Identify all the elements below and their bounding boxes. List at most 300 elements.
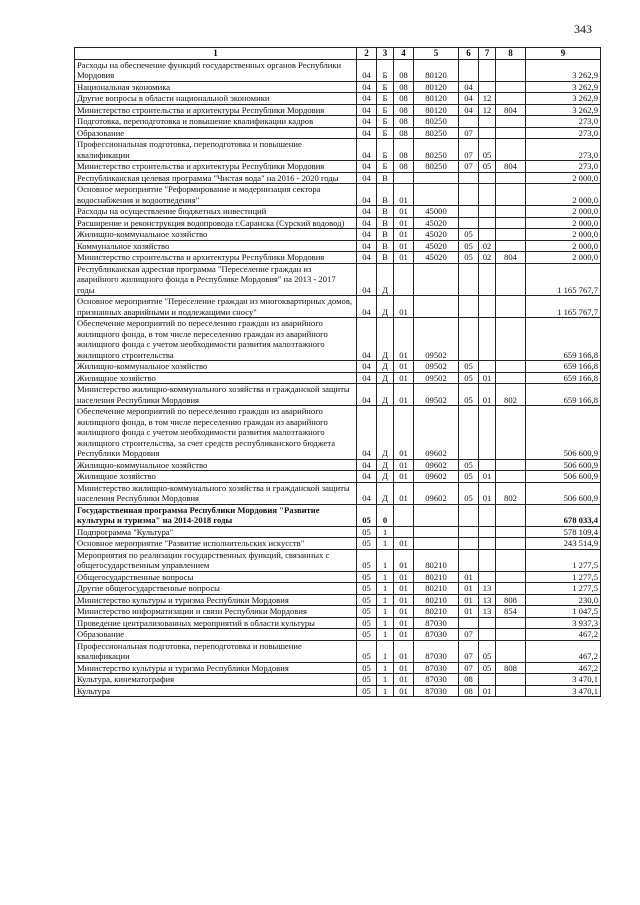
code-section (459, 172, 479, 184)
code-ministry (496, 240, 526, 252)
code-activity: 01 (394, 229, 414, 241)
code-activity: 01 (394, 482, 414, 504)
table-row (75, 161, 601, 173)
table-row (75, 127, 601, 139)
code-subsection: 13 (479, 594, 496, 606)
row-name: Министерство строительства и архитектуры Республики Мордовия (75, 252, 357, 264)
code-direction: 80210 (414, 571, 459, 583)
table-row (75, 482, 601, 504)
code-direction: 09502 (414, 372, 459, 384)
code-program: 04 (357, 252, 377, 264)
table-row (75, 640, 601, 662)
code-subsection (479, 361, 496, 373)
code-subprogram: В (377, 240, 394, 252)
row-amount: 3 937,3 (526, 617, 601, 629)
code-ministry: 802 (496, 384, 526, 406)
code-activity: 08 (394, 116, 414, 128)
table-row (75, 526, 601, 538)
row-amount: 467,2 (526, 640, 601, 662)
code-activity: 01 (394, 606, 414, 618)
code-section: 05 (459, 482, 479, 504)
code-direction: 45020 (414, 217, 459, 229)
row-name: Коммунальное хозяйство (75, 240, 357, 252)
code-ministry (496, 139, 526, 161)
row-amount: 506 600,9 (526, 471, 601, 483)
code-activity: 01 (394, 184, 414, 206)
code-subprogram: В (377, 184, 394, 206)
code-ministry (496, 116, 526, 128)
code-section: 08 (459, 674, 479, 686)
code-activity: 01 (394, 640, 414, 662)
code-section: 05 (459, 459, 479, 471)
code-program: 04 (357, 217, 377, 229)
code-subprogram: 1 (377, 617, 394, 629)
column-header: 2 (357, 48, 377, 60)
row-name: Основное мероприятие "Развитие исполнительских искусств" (75, 538, 357, 550)
code-subprogram: 1 (377, 594, 394, 606)
code-subsection: 01 (479, 482, 496, 504)
row-name: Проведение централизованных мероприятий в области культуры (75, 617, 357, 629)
code-program: 04 (357, 161, 377, 173)
code-activity: 01 (394, 549, 414, 571)
code-activity: 01 (394, 629, 414, 641)
table-row (75, 617, 601, 629)
code-ministry (496, 263, 526, 296)
code-subprogram: 1 (377, 549, 394, 571)
row-amount: 230,0 (526, 594, 601, 606)
row-amount: 1 277,5 (526, 549, 601, 571)
row-amount: 3 470,1 (526, 685, 601, 697)
code-subprogram: Д (377, 263, 394, 296)
row-name: Культура, кинематография (75, 674, 357, 686)
row-name: Министерство жилищно-коммунального хозяйства и гражданской защиты населения Республики Мордовия (75, 482, 357, 504)
code-subprogram: Д (377, 406, 394, 460)
code-subsection (479, 184, 496, 206)
code-program: 04 (357, 59, 377, 81)
code-subprogram: В (377, 229, 394, 241)
code-program: 05 (357, 606, 377, 618)
code-ministry: 854 (496, 606, 526, 618)
table-row (75, 459, 601, 471)
code-program: 05 (357, 685, 377, 697)
code-program: 04 (357, 139, 377, 161)
code-ministry (496, 406, 526, 460)
code-direction: 09602 (414, 406, 459, 460)
code-activity: 01 (394, 252, 414, 264)
row-name: Образование (75, 127, 357, 139)
table-row (75, 104, 601, 116)
code-subsection (479, 229, 496, 241)
code-activity: 01 (394, 471, 414, 483)
code-subprogram: Б (377, 161, 394, 173)
code-direction: 45000 (414, 206, 459, 218)
row-amount: 1 277,5 (526, 571, 601, 583)
table-row (75, 229, 601, 241)
code-activity: 01 (394, 384, 414, 406)
table-row (75, 206, 601, 218)
row-name: Жилищное хозяйство (75, 471, 357, 483)
table-row (75, 240, 601, 252)
table-row (75, 263, 601, 296)
code-subsection (479, 263, 496, 296)
column-header: 3 (377, 48, 394, 60)
row-name: Республиканская адресная программа "Переселение граждан из аварийного жилищного фонда в Республике Мордовия" на 2013 - 2017 годы (75, 263, 357, 296)
code-subprogram: Б (377, 104, 394, 116)
column-header: 9 (526, 48, 601, 60)
code-section: 04 (459, 93, 479, 105)
code-direction: 80210 (414, 594, 459, 606)
code-direction: 80250 (414, 116, 459, 128)
code-section: 07 (459, 161, 479, 173)
code-subsection: 13 (479, 606, 496, 618)
table-row (75, 606, 601, 618)
code-activity: 01 (394, 406, 414, 460)
code-section: 07 (459, 139, 479, 161)
code-program: 05 (357, 629, 377, 641)
code-activity: 01 (394, 459, 414, 471)
code-section: 05 (459, 372, 479, 384)
code-activity: 01 (394, 538, 414, 550)
code-direction: 09502 (414, 384, 459, 406)
code-subprogram: 1 (377, 583, 394, 595)
row-amount: 273,0 (526, 139, 601, 161)
row-name: Подпрограмма "Культура" (75, 526, 357, 538)
table-row (75, 406, 601, 460)
code-subsection: 13 (479, 583, 496, 595)
code-subsection (479, 538, 496, 550)
code-section (459, 526, 479, 538)
row-amount: 506 600,9 (526, 459, 601, 471)
row-amount: 1 047,5 (526, 606, 601, 618)
code-ministry (496, 296, 526, 318)
code-subsection (479, 549, 496, 571)
code-direction (414, 296, 459, 318)
row-amount: 1 165 767,7 (526, 263, 601, 296)
code-section: 04 (459, 104, 479, 116)
code-subprogram: Б (377, 139, 394, 161)
code-activity: 01 (394, 217, 414, 229)
code-subprogram: 1 (377, 571, 394, 583)
code-ministry (496, 184, 526, 206)
row-amount: 678 033,4 (526, 504, 601, 526)
code-ministry (496, 81, 526, 93)
code-ministry (496, 471, 526, 483)
code-subsection: 01 (479, 471, 496, 483)
code-program: 04 (357, 240, 377, 252)
code-subprogram: Б (377, 93, 394, 105)
code-subsection (479, 406, 496, 460)
code-direction: 09602 (414, 459, 459, 471)
code-direction: 80120 (414, 59, 459, 81)
code-activity: 08 (394, 104, 414, 116)
code-subprogram: Д (377, 372, 394, 384)
code-subsection (479, 617, 496, 629)
code-subsection (479, 59, 496, 81)
code-direction: 80120 (414, 81, 459, 93)
code-program: 04 (357, 296, 377, 318)
code-activity: 01 (394, 662, 414, 674)
code-direction (414, 504, 459, 526)
code-activity (394, 526, 414, 538)
row-name: Подготовка, переподготовка и повышение квалификации кадров (75, 116, 357, 128)
code-subsection: 02 (479, 240, 496, 252)
code-subprogram: Д (377, 482, 394, 504)
code-subsection (479, 172, 496, 184)
code-direction: 09602 (414, 471, 459, 483)
row-amount: 2 000,0 (526, 206, 601, 218)
code-direction (414, 184, 459, 206)
row-name: Жилищно-коммунальное хозяйство (75, 459, 357, 471)
code-subsection (479, 571, 496, 583)
code-ministry (496, 640, 526, 662)
code-activity: 01 (394, 674, 414, 686)
code-activity: 01 (394, 206, 414, 218)
code-subsection: 12 (479, 93, 496, 105)
column-header: 8 (496, 48, 526, 60)
code-program: 04 (357, 263, 377, 296)
code-direction (414, 172, 459, 184)
code-ministry: 804 (496, 161, 526, 173)
code-section (459, 549, 479, 571)
table-row (75, 217, 601, 229)
code-subsection (479, 629, 496, 641)
code-activity: 01 (394, 594, 414, 606)
code-direction: 87030 (414, 617, 459, 629)
code-subprogram: Д (377, 361, 394, 373)
code-program: 05 (357, 583, 377, 595)
code-activity: 01 (394, 617, 414, 629)
code-direction: 09502 (414, 361, 459, 373)
code-subprogram: В (377, 206, 394, 218)
code-subsection (479, 526, 496, 538)
table-row (75, 594, 601, 606)
code-direction: 87030 (414, 674, 459, 686)
code-ministry (496, 59, 526, 81)
table-row (75, 662, 601, 674)
row-name: Профессиональная подготовка, переподготовка и повышение квалификации (75, 640, 357, 662)
code-activity: 08 (394, 161, 414, 173)
row-amount: 3 262,9 (526, 93, 601, 105)
code-subprogram: 1 (377, 685, 394, 697)
code-activity: 08 (394, 127, 414, 139)
code-section (459, 59, 479, 81)
table-row (75, 318, 601, 361)
code-subsection (479, 318, 496, 361)
code-ministry (496, 217, 526, 229)
code-subprogram: Д (377, 471, 394, 483)
row-amount: 273,0 (526, 116, 601, 128)
row-amount: 2 000,0 (526, 184, 601, 206)
row-name: Министерство культуры и туризма Республики Мордовия (75, 594, 357, 606)
code-activity: 01 (394, 571, 414, 583)
row-name: Другие общегосударственные вопросы (75, 583, 357, 595)
row-amount: 659 166,8 (526, 318, 601, 361)
code-direction: 87030 (414, 685, 459, 697)
table-row (75, 685, 601, 697)
code-section (459, 206, 479, 218)
code-subprogram: Д (377, 459, 394, 471)
code-subsection: 01 (479, 685, 496, 697)
code-ministry (496, 617, 526, 629)
code-program: 04 (357, 471, 377, 483)
code-direction (414, 526, 459, 538)
code-section (459, 296, 479, 318)
code-program: 04 (357, 459, 377, 471)
budget-table (74, 47, 601, 697)
code-program: 04 (357, 361, 377, 373)
code-activity: 01 (394, 240, 414, 252)
code-direction: 80250 (414, 139, 459, 161)
table-row (75, 471, 601, 483)
code-subsection (479, 459, 496, 471)
row-name: Республиканская целевая программа "Чистая вода" на 2016 - 2020 годы (75, 172, 357, 184)
row-name: Мероприятия по реализации государственных функций, связанных с общегосударственным управлением (75, 549, 357, 571)
code-subprogram: Б (377, 59, 394, 81)
code-subprogram: В (377, 172, 394, 184)
code-subsection: 05 (479, 161, 496, 173)
code-ministry (496, 361, 526, 373)
code-ministry (496, 549, 526, 571)
code-activity (394, 172, 414, 184)
row-name: Основное мероприятие "Реформирование и модернизация сектора водоснабжения и водоотведения" (75, 184, 357, 206)
code-direction: 45020 (414, 252, 459, 264)
code-direction: 87030 (414, 640, 459, 662)
code-direction: 80210 (414, 606, 459, 618)
row-amount: 3 262,9 (526, 59, 601, 81)
code-ministry (496, 504, 526, 526)
code-ministry (496, 538, 526, 550)
column-header: 5 (414, 48, 459, 60)
row-name: Расходы на обеспечение функций государственных органов Республики Мордовия (75, 59, 357, 81)
row-amount: 2 000,0 (526, 172, 601, 184)
code-subsection (479, 81, 496, 93)
code-section (459, 538, 479, 550)
code-ministry (496, 674, 526, 686)
code-ministry: 808 (496, 594, 526, 606)
code-section: 04 (459, 81, 479, 93)
column-header: 6 (459, 48, 479, 60)
table-row (75, 571, 601, 583)
code-subsection (479, 504, 496, 526)
code-ministry (496, 372, 526, 384)
row-amount: 1 277,5 (526, 583, 601, 595)
code-direction: 80250 (414, 127, 459, 139)
row-name: Образование (75, 629, 357, 641)
code-ministry: 804 (496, 104, 526, 116)
code-subprogram: Д (377, 318, 394, 361)
row-name: Общегосударственные вопросы (75, 571, 357, 583)
code-section: 07 (459, 629, 479, 641)
code-program: 05 (357, 549, 377, 571)
code-activity: 01 (394, 583, 414, 595)
code-subprogram: В (377, 217, 394, 229)
code-section: 08 (459, 685, 479, 697)
code-program: 04 (357, 206, 377, 218)
code-section (459, 217, 479, 229)
code-section (459, 184, 479, 206)
table-row (75, 81, 601, 93)
code-program: 05 (357, 674, 377, 686)
row-name: Основное мероприятие "Переселение граждан из многоквартирных домов, признанных аварийными и подлежащими сносу" (75, 296, 357, 318)
code-direction: 45020 (414, 229, 459, 241)
code-program: 04 (357, 127, 377, 139)
code-program: 05 (357, 617, 377, 629)
column-header: 4 (394, 48, 414, 60)
code-direction (414, 263, 459, 296)
code-direction: 80120 (414, 104, 459, 116)
row-amount: 659 166,8 (526, 384, 601, 406)
code-subprogram: 0 (377, 504, 394, 526)
column-header: 1 (75, 48, 357, 60)
code-activity: 08 (394, 59, 414, 81)
code-subsection: 02 (479, 252, 496, 264)
table-row (75, 172, 601, 184)
code-program: 04 (357, 81, 377, 93)
code-subprogram: Д (377, 296, 394, 318)
row-name: Государственная программа Республики Мордовия "Развитие культуры и туризма" на 2014-2018 годы (75, 504, 357, 526)
code-direction: 09502 (414, 318, 459, 361)
code-subsection (479, 206, 496, 218)
code-subsection (479, 116, 496, 128)
code-subsection (479, 296, 496, 318)
code-subsection: 01 (479, 384, 496, 406)
code-activity: 01 (394, 685, 414, 697)
code-program: 05 (357, 571, 377, 583)
row-amount: 659 166,8 (526, 372, 601, 384)
row-amount: 3 262,9 (526, 81, 601, 93)
code-section: 05 (459, 229, 479, 241)
code-program: 05 (357, 538, 377, 550)
code-program: 04 (357, 172, 377, 184)
code-subprogram: Д (377, 384, 394, 406)
code-program: 04 (357, 372, 377, 384)
code-ministry (496, 526, 526, 538)
row-name: Обеспечение мероприятий по переселению граждан из аварийного жилищного фонда, в том числе переселению граждан из аварийного жилищного фонда с учетом необходимости развития малоэтажного жилищного строительства, за счет средств республиканского бюджета Республики Мордовия (75, 406, 357, 460)
code-section: 05 (459, 240, 479, 252)
row-amount: 273,0 (526, 127, 601, 139)
code-subsection: 01 (479, 372, 496, 384)
table-row (75, 674, 601, 686)
code-section (459, 504, 479, 526)
row-amount: 659 166,8 (526, 361, 601, 373)
row-amount: 3 470,1 (526, 674, 601, 686)
code-program: 04 (357, 406, 377, 460)
code-section: 07 (459, 640, 479, 662)
code-section (459, 617, 479, 629)
table-row (75, 116, 601, 128)
table-row (75, 361, 601, 373)
code-subsection: 12 (479, 104, 496, 116)
code-direction (414, 538, 459, 550)
code-activity: 08 (394, 93, 414, 105)
code-ministry (496, 206, 526, 218)
table-row (75, 139, 601, 161)
code-direction: 87030 (414, 629, 459, 641)
code-ministry: 802 (496, 482, 526, 504)
code-subprogram: Б (377, 116, 394, 128)
code-ministry (496, 571, 526, 583)
row-name: Министерство строительства и архитектуры Республики Мордовия (75, 104, 357, 116)
row-name: Жилищное хозяйство (75, 372, 357, 384)
table-row (75, 252, 601, 264)
code-section (459, 263, 479, 296)
row-name: Профессиональная подготовка, переподготовка и повышение квалификации (75, 139, 357, 161)
code-section (459, 318, 479, 361)
code-subprogram: 1 (377, 526, 394, 538)
table-row (75, 629, 601, 641)
code-direction: 80210 (414, 549, 459, 571)
code-subprogram: 1 (377, 662, 394, 674)
